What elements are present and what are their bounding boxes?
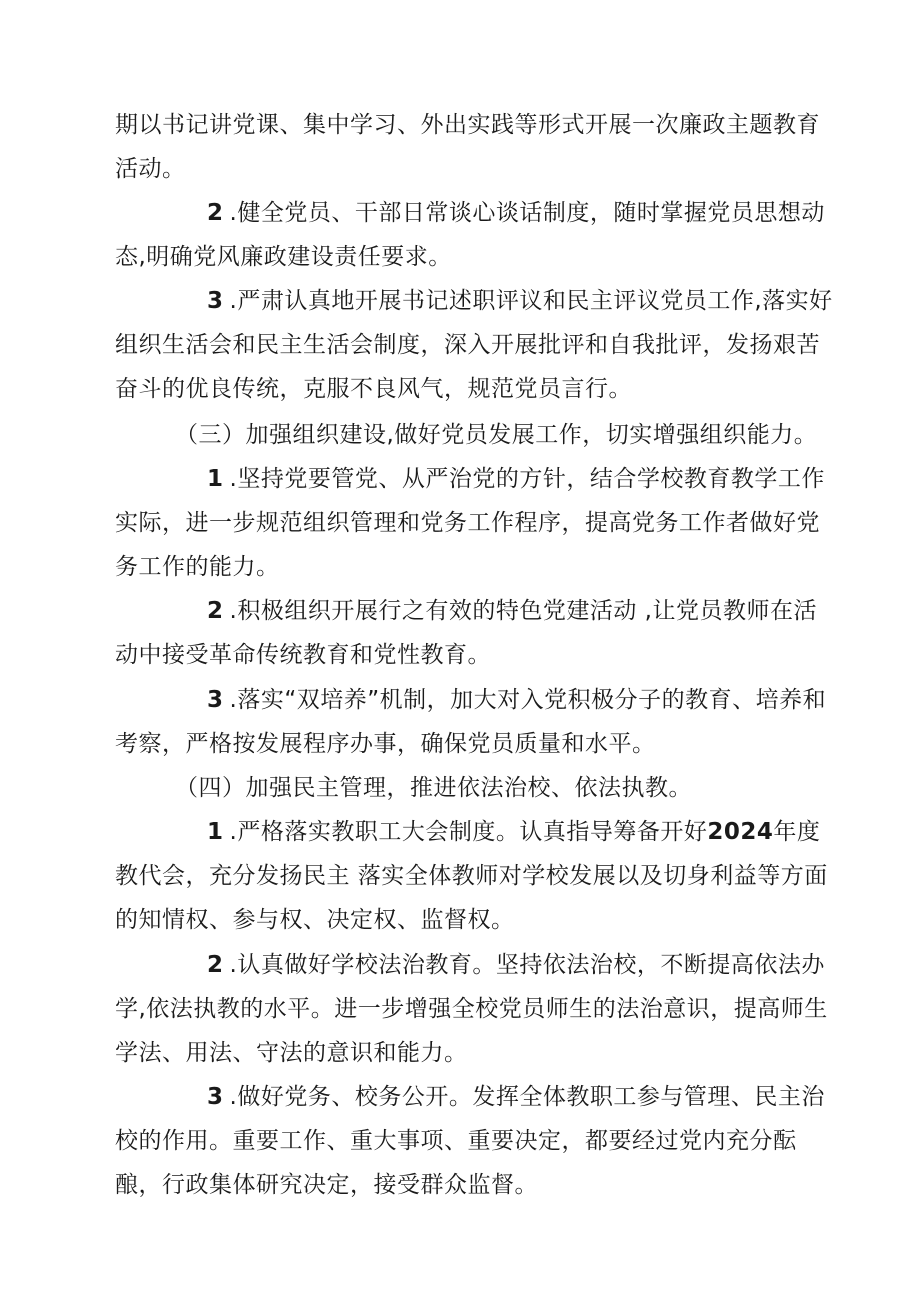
item-number: 3 xyxy=(207,288,224,314)
item-number: 1 xyxy=(207,819,224,845)
paragraph-item-1 xyxy=(115,457,835,589)
paragraph-item-2 xyxy=(115,191,835,279)
item-number: 1 xyxy=(207,466,224,492)
item-number: 2 xyxy=(207,200,224,226)
paragraph-text: .健全党员、干部日常谈心谈话制度，随时掌握党员思想动态,明确党风廉政建设责任要求。 xyxy=(115,200,825,270)
paragraph-item-2 xyxy=(115,589,835,677)
paragraph-text: .认真做好学校法治教育。坚持依法治校，不断提高依法办学,依法执教的水平。进一步增强全校党员师生的法治意识，提高师生学法、用法、守法的意识和能力。 xyxy=(115,952,828,1066)
paragraph-text: .坚持党要管党、从严治党的方针，结合学校教育教学工作实际，进一步规范组织管理和党务工作程序，提高党务工作者做好党务工作的能力。 xyxy=(115,466,825,580)
heading-text: （四）加强民主管理，推进依法治校、依法执教。 xyxy=(175,775,692,801)
paragraph-item-1 xyxy=(115,810,835,942)
paragraph-item-3 xyxy=(115,678,835,766)
section-heading-4 xyxy=(115,766,835,810)
paragraph-text: .落实“双培养”机制，加大对入党积极分子的教育、培养和考察，严格按发展程序办事，确保党员质量和水平。 xyxy=(115,687,827,757)
year-text: 2024 xyxy=(707,819,774,845)
paragraph-item-3 xyxy=(115,1075,835,1207)
heading-text: （三）加强组织建设,做好党员发展工作，切实增强组织能力。 xyxy=(175,422,818,448)
section-heading-3 xyxy=(115,413,835,457)
paragraph-text: 年度教代会，充分发扬民主 落实全体教师对学校发展以及切身利益等方面的知情权、参与权、决定权、监督权。 xyxy=(115,819,828,933)
item-number: 2 xyxy=(207,598,224,624)
paragraph-item-3 xyxy=(115,279,835,411)
paragraph-text: .严肃认真地开展书记述职评议和民主评议党员工作,落实好组织生活会和民主生活会制度，深入开展批评和自我批评，发扬艰苦奋斗的优良传统，克服不良风气，规范党员言行。 xyxy=(115,288,833,402)
paragraph-text: .做好党务、校务公开。发挥全体教职工参与管理、民主治校的作用。重要工作、重大事项、重要决定，都要经过党内充分酝酿，行政集体研究决定，接受群众监督。 xyxy=(115,1084,825,1198)
item-number: 3 xyxy=(207,1084,224,1110)
item-number: 2 xyxy=(207,952,224,978)
item-number: 3 xyxy=(207,687,224,713)
paragraph-text: .积极组织开展行之有效的特色党建活动 ,让党员教师在活动中接受革命传统教育和党性教育。 xyxy=(115,598,817,668)
paragraph-text: .严格落实教职工大会制度。认真指导筹备开好 xyxy=(229,819,708,845)
paragraph-text: 期以书记讲党课、集中学习、外出实践等形式开展一次廉政主题教育活动。 xyxy=(115,112,820,182)
paragraph-item-2 xyxy=(115,943,835,1075)
paragraph-continuation xyxy=(115,103,835,191)
